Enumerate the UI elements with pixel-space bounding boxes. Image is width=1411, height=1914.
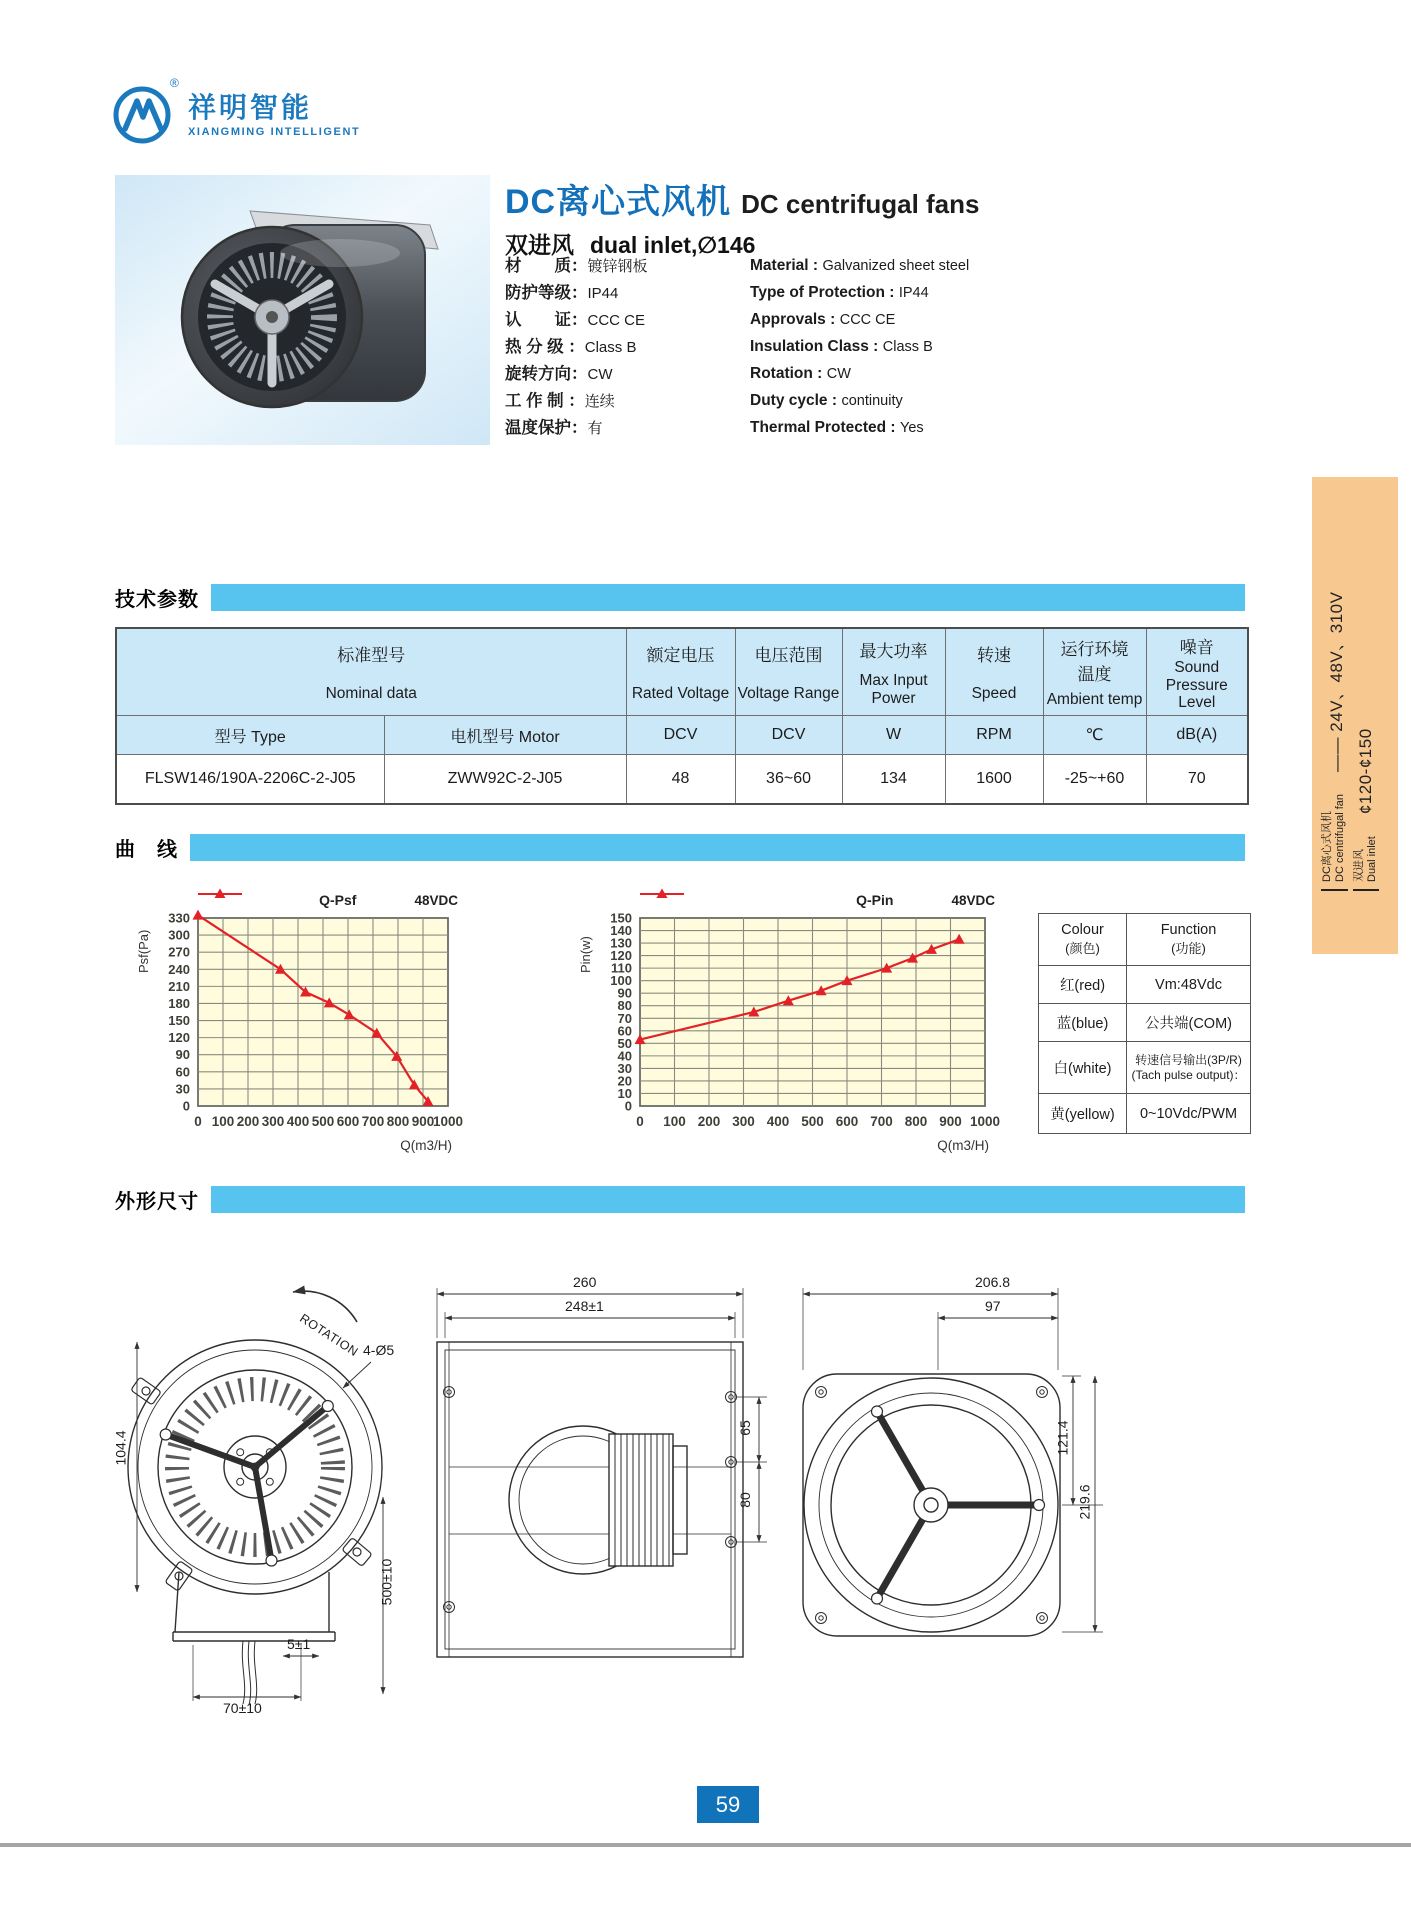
section-dimensions: [115, 1185, 1245, 1214]
section-tech-params: [115, 583, 1245, 612]
page-title-en: DC centrifugal fans: [741, 189, 980, 219]
spec-row: 防护等级：IP44 Type of Protection : IP44: [505, 284, 929, 302]
side-tab-product: DC离心式风机 DC centrifugal fan: [1321, 794, 1347, 891]
svg-text:1000: 1000: [969, 1114, 1001, 1129]
dim-219-6: 219.6: [1076, 1484, 1093, 1520]
section-curves: [115, 833, 1245, 862]
legend-label: 48VDC: [414, 892, 458, 908]
svg-text:100: 100: [211, 1114, 235, 1129]
footer-rule: [0, 1843, 1411, 1847]
dim-65: 65: [736, 1420, 753, 1436]
svg-text:0: 0: [636, 1114, 644, 1129]
svg-text:110: 110: [611, 960, 632, 976]
page-number: 59: [715, 1791, 741, 1817]
svg-text:180: 180: [168, 995, 190, 1011]
dim-206-8: 206.8: [975, 1274, 1011, 1290]
brand-name-en: XIANGMING INTELLIGENT: [188, 125, 361, 138]
svg-text:120: 120: [610, 948, 632, 964]
logo-icon: [112, 80, 174, 151]
svg-text:120: 120: [168, 1030, 190, 1046]
spec-list: [505, 253, 1065, 442]
svg-text:700: 700: [870, 1114, 893, 1129]
svg-text:60: 60: [175, 1064, 190, 1080]
svg-text:1000: 1000: [432, 1114, 464, 1129]
table-header-row: 标准型号 Nominal data 额定电压 Rated Voltage 电压范围 Voltage Range 最大功率 Max Input Power 转速 Speed 运行环境温度 Ambient temp 噪音 Sound Pressure Level: [116, 628, 1248, 716]
dim-4-o5: 4-Ø5: [363, 1342, 395, 1358]
chart-title: Q-Pin: [856, 892, 894, 908]
wire-header-row: Colour (颜色) Function (功能): [1039, 914, 1251, 966]
spec-row: 温度保护：有 Thermal Protected : Yes: [505, 419, 924, 437]
wire-colour-table: [1038, 913, 1251, 1134]
chart-q-pin: [555, 882, 1025, 1162]
svg-text:70: 70: [617, 1010, 632, 1026]
dim-104-4: 104.4: [112, 1430, 129, 1466]
table-data-row: FLSW146/190A-2206C-2-J05 ZWW92C-2-J05 48 36~60 134 1600 -25~+60 70: [116, 755, 1248, 805]
section-bar: [190, 834, 1245, 861]
svg-text:Q(m3/H): Q(m3/H): [400, 1138, 452, 1153]
svg-text:800: 800: [386, 1114, 410, 1129]
spec-row: 认 证：CCC CE Approvals : CCC CE: [505, 311, 896, 329]
svg-text:800: 800: [904, 1114, 928, 1129]
section-title: 技术参数: [115, 589, 199, 611]
dim-121-4: 121.4: [1054, 1420, 1071, 1456]
svg-text:600: 600: [835, 1114, 859, 1129]
dim-97: 97: [985, 1298, 1001, 1314]
tech-params-table: [115, 627, 1249, 805]
svg-text:600: 600: [336, 1114, 360, 1129]
svg-text:900: 900: [411, 1114, 435, 1129]
svg-text:90: 90: [617, 985, 632, 1001]
side-tab-text: [1317, 391, 1383, 891]
page-title-zh: DC离心式风机: [505, 183, 732, 221]
dim-260: 260: [573, 1274, 597, 1290]
svg-text:400: 400: [286, 1114, 310, 1129]
svg-text:140: 140: [610, 923, 632, 939]
dim-5-1: 5±1: [287, 1636, 311, 1652]
chart-q-psf: [120, 882, 520, 1162]
subtitle-en: dual inlet,∅146: [590, 232, 756, 258]
svg-text:500: 500: [311, 1114, 335, 1129]
svg-text:40: 40: [617, 1048, 632, 1064]
side-tab-voltages: —— 24V、48V、310V: [1326, 591, 1346, 772]
spec-row: 热 分 级 ：Class B Insulation Class : Class B: [505, 338, 933, 356]
svg-text:200: 200: [236, 1114, 260, 1129]
registered-mark: ®: [170, 76, 179, 90]
brand-name-zh: 祥明智能: [188, 92, 313, 124]
svg-text:0: 0: [194, 1114, 202, 1129]
dim-248-1: 248±1: [565, 1298, 604, 1314]
spec-row: 旋转方向：CW Rotation : CW: [505, 365, 851, 383]
svg-text:60: 60: [617, 1023, 632, 1039]
svg-text:0: 0: [624, 1098, 632, 1114]
svg-text:240: 240: [168, 961, 190, 977]
svg-text:130: 130: [610, 935, 632, 951]
svg-text:Psf(Pa): Psf(Pa): [136, 929, 151, 973]
spec-row: 材 质：镀锌钢板 Material : Galvanized sheet steel: [505, 257, 970, 275]
svg-text:300: 300: [732, 1114, 755, 1129]
wire-row-blue: 蓝(blue) 公共端(COM): [1039, 1004, 1251, 1042]
svg-text:300: 300: [261, 1114, 285, 1129]
product-photo: [115, 175, 490, 445]
svg-text:700: 700: [361, 1114, 385, 1129]
chart-title: Q-Psf: [319, 892, 357, 908]
subtitle-zh: 双进风: [505, 232, 574, 258]
wire-row-white: 白(white) 转速信号输出(3P/R) (Tach pulse output)：: [1039, 1042, 1251, 1094]
svg-text:30: 30: [617, 1060, 632, 1076]
svg-text:80: 80: [617, 998, 632, 1014]
svg-text:10: 10: [617, 1085, 632, 1101]
svg-text:Q(m3/H): Q(m3/H): [937, 1138, 989, 1153]
company-logo: [112, 80, 360, 151]
wire-row-red: 红(red) Vm:48Vdc: [1039, 966, 1251, 1004]
svg-text:90: 90: [175, 1047, 190, 1063]
svg-text:900: 900: [939, 1114, 962, 1129]
svg-text:270: 270: [168, 944, 190, 960]
svg-text:330: 330: [168, 910, 190, 926]
svg-text:100: 100: [610, 973, 632, 989]
title-block: [505, 174, 1125, 260]
svg-text:Pin(w): Pin(w): [578, 936, 593, 973]
svg-text:500: 500: [801, 1114, 824, 1129]
rotation-label: ROTATION: [297, 1311, 361, 1360]
svg-text:200: 200: [697, 1114, 721, 1129]
svg-text:0: 0: [182, 1098, 190, 1114]
table-subheader-row: 型号 Type 电机型号 Motor DCV DCV W RPM ℃ dB(A): [116, 716, 1248, 755]
section-bar: [211, 1186, 1245, 1213]
section-title: 曲 线: [115, 839, 178, 861]
page-number-badge: [697, 1786, 759, 1823]
dim-500-10: 500±10: [378, 1558, 395, 1606]
svg-text:50: 50: [617, 1035, 632, 1051]
dim-80: 80: [736, 1492, 753, 1508]
legend-label: 48VDC: [951, 892, 995, 908]
section-bar: [211, 584, 1245, 611]
svg-text:300: 300: [168, 927, 190, 943]
dim-70-10: 70±10: [223, 1700, 262, 1716]
svg-text:100: 100: [663, 1114, 686, 1129]
section-title: 外形尺寸: [115, 1191, 199, 1213]
svg-text:150: 150: [610, 910, 632, 926]
side-tab-inlet: 双进风 Dual inlet: [1353, 836, 1379, 891]
svg-text:150: 150: [168, 1013, 190, 1029]
svg-text:400: 400: [766, 1114, 790, 1129]
dimension-drawings: [112, 1242, 1115, 1772]
svg-text:30: 30: [175, 1081, 190, 1097]
wire-row-yellow: 黄(yellow) 0~10Vdc/PWM: [1039, 1094, 1251, 1134]
side-tab-size-range: ¢120-¢150: [1355, 728, 1375, 815]
svg-text:210: 210: [168, 978, 190, 994]
spec-row: 工 作 制 ：连续 Duty cycle : continuity: [505, 392, 903, 410]
svg-text:20: 20: [617, 1073, 632, 1089]
